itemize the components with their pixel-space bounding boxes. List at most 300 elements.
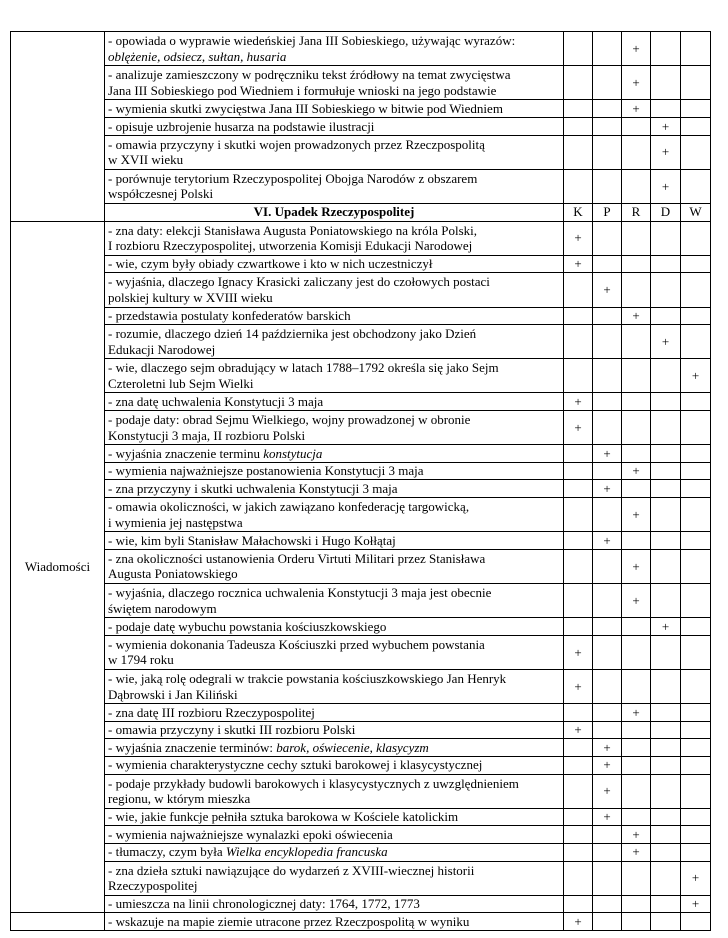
level-cell-k	[564, 462, 593, 480]
level-cell-k	[564, 498, 593, 532]
level-cell-r	[622, 739, 651, 757]
level-cell-w	[681, 255, 711, 273]
requirement-text	[105, 756, 564, 774]
table-row	[11, 32, 711, 66]
level-cell-d	[651, 635, 681, 669]
level-cell-p	[593, 618, 622, 636]
level-cell-k	[564, 307, 593, 325]
requirement-term: barok, oświecenie, klasycyzm	[276, 739, 429, 755]
requirement-line: - wie, jakie funkcje pełniła sztuka barokowa w Kościele katolickim	[108, 809, 459, 825]
level-cell-p: +	[593, 445, 622, 463]
level-cell-p	[593, 100, 622, 118]
level-cell-p: +	[593, 480, 622, 498]
level-cell-d	[651, 669, 681, 703]
level-cell-w	[681, 307, 711, 325]
level-cell-r: +	[622, 462, 651, 480]
level-cell-w	[681, 498, 711, 532]
requirement-line: świętem narodowym	[108, 600, 217, 616]
level-cell-r	[622, 913, 651, 931]
table-row	[11, 411, 711, 445]
level-cell-d	[651, 359, 681, 393]
level-cell-k	[564, 826, 593, 844]
table-row	[11, 843, 711, 861]
level-cell-k	[564, 169, 593, 203]
level-cell-w	[681, 117, 711, 135]
level-cell-p	[593, 549, 622, 583]
level-cell-d	[651, 100, 681, 118]
level-cell-r	[622, 169, 651, 203]
level-cell-d	[651, 480, 681, 498]
level-cell-w	[681, 808, 711, 826]
level-cell-p	[593, 895, 622, 913]
level-cell-d	[651, 843, 681, 861]
level-cell-p	[593, 411, 622, 445]
level-cell-p	[593, 498, 622, 532]
requirement-text	[105, 808, 564, 826]
level-cell-r	[622, 618, 651, 636]
level-cell-p	[593, 635, 622, 669]
table-row	[11, 739, 711, 757]
requirement-line: - analizuje zamieszczony w podręczniku tekst źródłowy na temat zwycięstwa	[108, 67, 511, 83]
requirement-line: - zna daty: elekcji Stanisława Augusta Poniatowskiego na króla Polski,	[108, 222, 477, 238]
level-cell-w	[681, 445, 711, 463]
requirement-line: - zna datę uchwalenia Konstytucji 3 maja	[108, 394, 324, 410]
level-cell-p	[593, 913, 622, 931]
level-cell-w	[681, 635, 711, 669]
requirement-text	[105, 739, 564, 757]
level-cell-r: +	[622, 826, 651, 844]
level-cell-k: +	[564, 669, 593, 703]
level-cell-w	[681, 739, 711, 757]
level-cell-k	[564, 100, 593, 118]
level-cell-k	[564, 774, 593, 808]
requirement-text	[105, 532, 564, 550]
level-cell-r	[622, 480, 651, 498]
level-cell-p	[593, 66, 622, 100]
level-cell-w	[681, 669, 711, 703]
level-cell-r	[622, 808, 651, 826]
requirement-text	[105, 549, 564, 583]
requirement-line: - przedstawia postulaty konfederatów barskich	[108, 308, 351, 324]
requirement-text	[105, 584, 564, 618]
level-cell-k	[564, 325, 593, 359]
requirement-text	[105, 117, 564, 135]
requirement-line: - wyjaśnia, dlaczego rocznica uchwalenia Konstytucji 3 maja jest obecnie	[108, 585, 492, 601]
level-cell-w	[681, 462, 711, 480]
level-cell-p	[593, 704, 622, 722]
requirement-line: - umieszcza na linii chronologicznej daty: 1764, 1772, 1773	[108, 896, 420, 912]
table-row	[11, 584, 711, 618]
requirement-line: w 1794 roku	[108, 652, 174, 668]
level-cell-p	[593, 584, 622, 618]
requirement-line: - omawia przyczyny i skutki wojen prowadzonych przez Rzeczpospolitą	[108, 136, 485, 152]
level-cell-r	[622, 532, 651, 550]
level-cell-d	[651, 32, 681, 66]
level-cell-r: +	[622, 704, 651, 722]
level-cell-k: +	[564, 255, 593, 273]
requirement-text	[105, 498, 564, 532]
requirement-line: - wyjaśnia znaczenie terminów:	[108, 739, 277, 755]
requirement-text	[105, 480, 564, 498]
level-cell-d	[651, 307, 681, 325]
level-cell-w	[681, 913, 711, 931]
requirement-text	[105, 826, 564, 844]
table-row	[11, 826, 711, 844]
level-cell-d	[651, 498, 681, 532]
level-cell-p	[593, 325, 622, 359]
requirement-text	[105, 669, 564, 703]
level-cell-r: +	[622, 584, 651, 618]
requirement-line: - wymienia najważniejsze wynalazki epoki oświecenia	[108, 826, 393, 842]
requirement-text	[105, 895, 564, 913]
requirement-line: i wymienia jej następstwa	[108, 514, 243, 530]
level-cell-k	[564, 445, 593, 463]
requirement-line: - wie, jaką rolę odegrali w trakcie powstania kościuszkowskiego Jan Henryk	[108, 671, 507, 687]
level-cell-k	[564, 704, 593, 722]
level-cell-p	[593, 255, 622, 273]
requirement-text	[105, 169, 564, 203]
level-cell-d	[651, 721, 681, 739]
column-header-k: K	[564, 203, 593, 221]
requirement-text	[105, 445, 564, 463]
table-row	[11, 808, 711, 826]
column-header-r: R	[622, 203, 651, 221]
level-cell-r	[622, 756, 651, 774]
level-cell-k	[564, 895, 593, 913]
level-cell-d	[651, 273, 681, 307]
level-cell-d: +	[651, 117, 681, 135]
level-cell-d	[651, 393, 681, 411]
level-cell-k	[564, 549, 593, 583]
level-cell-d	[651, 739, 681, 757]
level-cell-d	[651, 411, 681, 445]
requirement-line: w XVII wieku	[108, 152, 184, 168]
level-cell-w	[681, 774, 711, 808]
level-cell-w	[681, 169, 711, 203]
table-row	[11, 169, 711, 203]
requirement-text	[105, 221, 564, 255]
level-cell-k	[564, 32, 593, 66]
level-cell-w	[681, 549, 711, 583]
level-cell-r	[622, 895, 651, 913]
requirement-line: - wyjaśnia, dlaczego Ignacy Krasicki zaliczany jest do czołowych postaci	[108, 274, 490, 290]
level-cell-p	[593, 861, 622, 895]
requirement-line: - porównuje terytorium Rzeczypospolitej Obojga Narodów z obszarem	[108, 170, 478, 186]
requirement-line: Konstytucji 3 maja, II rozbioru Polski	[108, 427, 306, 443]
level-cell-k	[564, 739, 593, 757]
level-cell-r: +	[622, 66, 651, 100]
level-cell-r	[622, 393, 651, 411]
column-header-d: D	[651, 203, 681, 221]
level-cell-d	[651, 913, 681, 931]
requirement-line: - podaje daty: obrad Sejmu Wielkiego, wojny prowadzonej w obronie	[108, 412, 471, 428]
level-cell-r	[622, 359, 651, 393]
level-cell-k	[564, 861, 593, 895]
table-row	[11, 861, 711, 895]
level-cell-k	[564, 480, 593, 498]
requirement-line: - zna przyczyny i skutki uchwalenia Konstytucji 3 maja	[108, 480, 398, 496]
table-row	[11, 669, 711, 703]
requirement-line: Edukacji Narodowej	[108, 341, 216, 357]
level-cell-w	[681, 584, 711, 618]
requirement-line: współczesnej Polski	[108, 186, 214, 202]
requirement-line: Rzeczypospolitej	[108, 878, 198, 894]
level-cell-r: +	[622, 549, 651, 583]
level-cell-d	[651, 221, 681, 255]
requirement-line: Augusta Poniatowskiego	[108, 566, 238, 582]
requirement-line: - wymienia charakterystyczne cechy sztuki barokowej i klasycystycznej	[108, 757, 483, 773]
requirement-line: - wymienia skutki zwycięstwa Jana III Sobieskiego w bitwie pod Wiedniem	[108, 100, 503, 116]
level-cell-d: +	[651, 618, 681, 636]
requirement-text	[105, 913, 564, 931]
level-cell-r	[622, 861, 651, 895]
column-header-p: P	[593, 203, 622, 221]
table-row	[11, 307, 711, 325]
level-cell-d	[651, 895, 681, 913]
category-label: Wiadomości	[24, 559, 91, 575]
level-cell-k	[564, 359, 593, 393]
requirement-line: polskiej kultury w XVIII wieku	[108, 289, 273, 305]
requirement-text	[105, 32, 564, 66]
table-row	[11, 756, 711, 774]
requirement-line: - podaje datę wybuchu powstania kościuszkowskiego	[108, 618, 387, 634]
level-cell-r	[622, 221, 651, 255]
level-cell-w	[681, 135, 711, 169]
requirement-text	[105, 100, 564, 118]
table-row	[11, 66, 711, 100]
level-cell-k	[564, 273, 593, 307]
requirement-text	[105, 462, 564, 480]
level-cell-p	[593, 169, 622, 203]
column-header-w: W	[681, 203, 711, 221]
level-cell-k	[564, 135, 593, 169]
curriculum-table	[10, 31, 711, 931]
level-cell-d: +	[651, 325, 681, 359]
table-row	[11, 895, 711, 913]
requirement-line: - wskazuje na mapie ziemie utracone przez Rzeczpospolitą w wyniku	[108, 913, 470, 929]
level-cell-p: +	[593, 808, 622, 826]
level-cell-w	[681, 100, 711, 118]
requirement-line: - opowiada o wyprawie wiedeńskiej Jana III Sobieskiego, używając wyrazów:	[108, 33, 516, 49]
level-cell-k	[564, 618, 593, 636]
level-cell-d	[651, 445, 681, 463]
level-cell-w	[681, 273, 711, 307]
level-cell-w	[681, 826, 711, 844]
section-title: VI. Upadek Rzeczypospolitej	[105, 203, 564, 221]
requirement-line: I rozbioru Rzeczypospolitej, utworzenia Komisji Edukacji Narodowej	[108, 238, 473, 254]
table-row	[11, 721, 711, 739]
requirement-line: - wie, dlaczego sejm obradujący w latach 1788–1792 określa się jako Sejm	[108, 360, 499, 376]
requirement-text	[105, 411, 564, 445]
requirement-line: regionu, w którym mieszka	[108, 791, 251, 807]
level-cell-k	[564, 117, 593, 135]
level-cell-w: +	[681, 359, 711, 393]
table-row	[11, 393, 711, 411]
requirement-line: Jana III Sobieskiego pod Wiedniem i formułuje wnioski na jego podstawie	[108, 82, 497, 98]
requirement-text	[105, 273, 564, 307]
level-cell-p: +	[593, 532, 622, 550]
requirement-text	[105, 774, 564, 808]
requirement-line: - zna datę III rozbioru Rzeczypospolitej	[108, 704, 315, 720]
level-cell-k	[564, 756, 593, 774]
requirement-line: - wymienia dokonania Tadeusza Kościuszki przed wybuchem powstania	[108, 636, 485, 652]
level-cell-k	[564, 66, 593, 100]
level-cell-p	[593, 826, 622, 844]
level-cell-w	[681, 411, 711, 445]
level-cell-w	[681, 756, 711, 774]
level-cell-p	[593, 462, 622, 480]
requirement-line: Dąbrowski i Jan Kiliński	[108, 686, 238, 702]
requirement-text	[105, 135, 564, 169]
level-cell-r: +	[622, 307, 651, 325]
level-cell-w	[681, 843, 711, 861]
requirement-line: - wie, kim byli Stanisław Małachowski i Hugo Kołłątaj	[108, 532, 396, 548]
level-cell-p	[593, 32, 622, 66]
table-row	[11, 221, 711, 255]
level-cell-w: +	[681, 861, 711, 895]
level-cell-p	[593, 843, 622, 861]
table-row	[11, 704, 711, 722]
level-cell-d	[651, 255, 681, 273]
level-cell-w	[681, 32, 711, 66]
requirement-text	[105, 843, 564, 861]
table-row	[11, 480, 711, 498]
level-cell-w	[681, 618, 711, 636]
requirement-line: - rozumie, dlaczego dzień 14 października jest obchodzony jako Dzień	[108, 326, 477, 342]
level-cell-p	[593, 135, 622, 169]
level-cell-d	[651, 808, 681, 826]
level-cell-k: +	[564, 635, 593, 669]
requirement-text	[105, 66, 564, 100]
level-cell-d	[651, 861, 681, 895]
level-cell-r: +	[622, 32, 651, 66]
category-cell-empty	[11, 32, 105, 222]
level-cell-p	[593, 359, 622, 393]
table-row	[11, 255, 711, 273]
level-cell-r: +	[622, 498, 651, 532]
level-cell-r	[622, 774, 651, 808]
requirement-line: - omawia okoliczności, w jakich zawiązano konfederację targowicką,	[108, 499, 470, 515]
level-cell-k: +	[564, 913, 593, 931]
level-cell-w	[681, 66, 711, 100]
level-cell-p: +	[593, 273, 622, 307]
level-cell-d	[651, 756, 681, 774]
table-row	[11, 359, 711, 393]
level-cell-r: +	[622, 843, 651, 861]
category-cell	[11, 221, 105, 913]
level-cell-p	[593, 117, 622, 135]
requirement-text	[105, 307, 564, 325]
table-row	[11, 532, 711, 550]
level-cell-d	[651, 584, 681, 618]
requirement-line: - opisuje uzbrojenie husarza na podstawie ilustracji	[108, 118, 375, 134]
level-cell-d	[651, 66, 681, 100]
level-cell-p: +	[593, 739, 622, 757]
level-cell-k	[564, 584, 593, 618]
requirement-line: - podaje przykłady budowli barokowych i klasycystycznych z uwzględnieniem	[108, 775, 519, 791]
requirement-term: konstytucja	[263, 445, 323, 461]
level-cell-p: +	[593, 774, 622, 808]
level-cell-d	[651, 549, 681, 583]
level-cell-p	[593, 307, 622, 325]
requirement-line: - wyjaśnia znaczenie terminu	[108, 445, 264, 461]
requirement-term: Wielka encyklopedia francuska	[225, 844, 388, 860]
requirement-text	[105, 618, 564, 636]
table-row	[11, 549, 711, 583]
level-cell-r	[622, 255, 651, 273]
level-cell-r	[622, 635, 651, 669]
level-cell-w	[681, 393, 711, 411]
requirement-line: - wie, czym były obiady czwartkowe i kto w nich uczestniczył	[108, 256, 433, 272]
level-cell-r	[622, 135, 651, 169]
level-cell-d	[651, 462, 681, 480]
level-cell-k: +	[564, 393, 593, 411]
table-row	[11, 445, 711, 463]
level-cell-k: +	[564, 721, 593, 739]
requirement-text	[105, 255, 564, 273]
level-cell-w	[681, 704, 711, 722]
requirement-text	[105, 721, 564, 739]
requirement-text	[105, 861, 564, 895]
requirement-text	[105, 635, 564, 669]
level-cell-k	[564, 843, 593, 861]
level-cell-w	[681, 325, 711, 359]
table-row	[11, 635, 711, 669]
table-row	[11, 273, 711, 307]
level-cell-p	[593, 393, 622, 411]
table-row	[11, 135, 711, 169]
requirement-text	[105, 359, 564, 393]
level-cell-d: +	[651, 169, 681, 203]
level-cell-w: +	[681, 895, 711, 913]
level-cell-w	[681, 221, 711, 255]
table-row	[11, 913, 711, 931]
requirement-line: Czteroletni lub Sejm Wielki	[108, 375, 254, 391]
level-cell-k: +	[564, 411, 593, 445]
level-cell-k: +	[564, 221, 593, 255]
requirement-line: - omawia przyczyny i skutki III rozbioru Polski	[108, 722, 356, 738]
level-cell-p	[593, 669, 622, 703]
level-cell-d	[651, 774, 681, 808]
level-cell-d	[651, 826, 681, 844]
requirement-text	[105, 325, 564, 359]
requirement-term: oblężenie, odsiecz, sułtan, husaria	[108, 48, 287, 64]
requirement-line: - wymienia najważniejsze postanowienia Konstytucji 3 maja	[108, 463, 424, 479]
level-cell-r	[622, 273, 651, 307]
table-row	[11, 498, 711, 532]
table-row	[11, 462, 711, 480]
level-cell-p	[593, 221, 622, 255]
level-cell-p: +	[593, 756, 622, 774]
table-row	[11, 774, 711, 808]
requirement-line: - zna dzieła sztuki nawiązujące do wydarzeń z XVIII-wiecznej historii	[108, 862, 475, 878]
level-cell-r	[622, 117, 651, 135]
level-cell-k	[564, 532, 593, 550]
level-cell-d	[651, 532, 681, 550]
table-row	[11, 618, 711, 636]
requirement-line: - tłumaczy, czym była	[108, 844, 226, 860]
level-cell-r	[622, 445, 651, 463]
level-cell-r	[622, 411, 651, 445]
table-row	[11, 100, 711, 118]
section-header-row	[11, 203, 711, 221]
level-cell-w	[681, 721, 711, 739]
level-cell-r	[622, 669, 651, 703]
table-row	[11, 325, 711, 359]
level-cell-r: +	[622, 100, 651, 118]
requirement-line: - zna okoliczności ustanowienia Orderu Virtuti Militari przez Stanisława	[108, 550, 486, 566]
table-row	[11, 117, 711, 135]
